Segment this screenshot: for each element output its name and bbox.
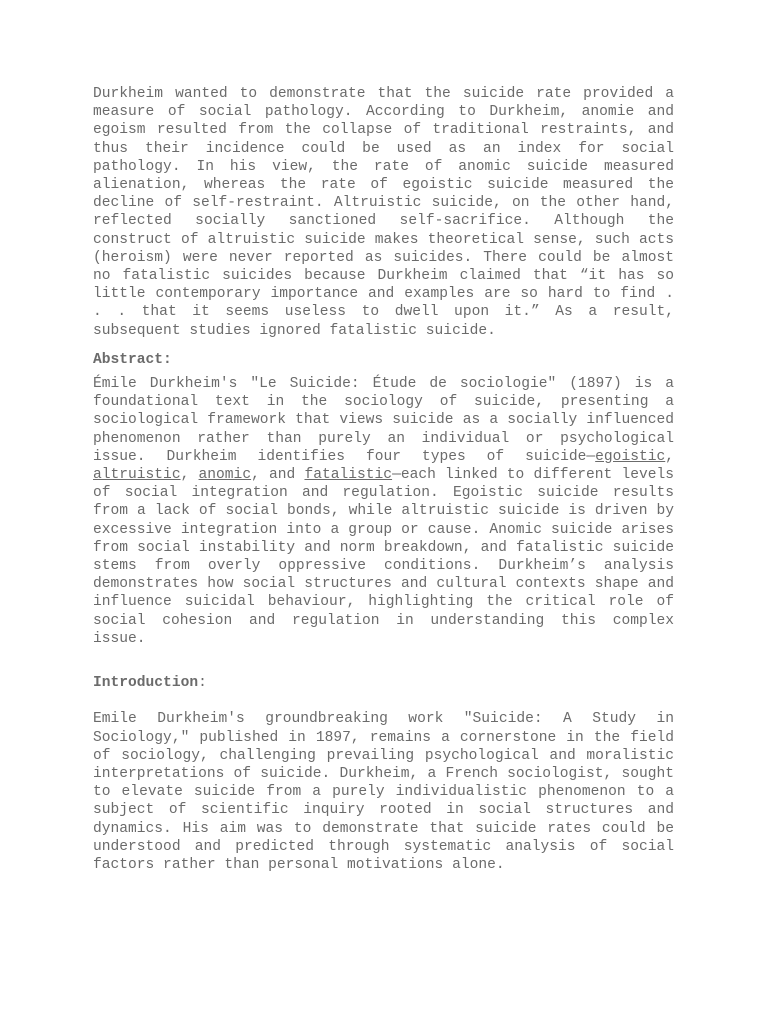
spacer bbox=[93, 340, 674, 351]
abstract-paragraph bbox=[93, 375, 674, 648]
document-page bbox=[93, 85, 674, 874]
separator: , and bbox=[251, 467, 305, 484]
link-egoistic[interactable]: egoistic bbox=[595, 448, 666, 465]
link-altruistic[interactable]: altruistic bbox=[93, 467, 181, 484]
durkheim-pathology-paragraph: Durkheim wanted to demonstrate that the suicide rate provided a measure of social pathology. According to Durkheim, anomie and egoism resulted from the collapse of traditional restraints, and thus their incidence could be used as an index for social pathology. In his view, the rate of anomic suicide measured alienation, whereas the rate of egoistic suicide measured the decline of self-restraint. Altruistic suicide, on the other hand, reflected socially sanctioned self-sacrifice. Although the construct of altruistic suicide makes theoretical sense, such acts (heroism) were never reported as suicides. There could be almost no fatalistic suicides because Durkheim claimed that “it has so little contemporary importance and examples are so hard to find . . . that it seems useless to dwell upon it.” As a result, subsequent studies ignored fatalistic suicide. bbox=[93, 86, 674, 339]
introduction-paragraph: Emile Durkheim's groundbreaking work "Suicide: A Study in Sociology," published in 1897, remains a cornerstone in the field of sociology, challenging prevailing psychological and moralistic interpretations of suicide. Durkheim, a French sociologist, sought to elevate suicide from a purely individualistic phenomenon to a subject of scientific inquiry rooted in social structures and dynamics. His aim was to demonstrate that suicide rates could be understood and predicted through systematic analysis of social factors rather than personal motivations alone. bbox=[93, 711, 674, 873]
separator: , bbox=[180, 467, 199, 484]
separator: , bbox=[665, 448, 674, 465]
spacer bbox=[93, 648, 674, 674]
introduction-heading-colon: : bbox=[198, 675, 207, 692]
abstract-text-start: Émile Durkheim's "Le Suicide: Étude de sociologie" (1897) is a foundational text in the sociology of suicide, presenting a sociological framework that views suicide as a socially influenced phenomenon rather than purely an individual or psychological issue. Durkheim identifies four types of suicide— bbox=[93, 376, 674, 465]
abstract-text-end: —each linked to different levels of social integration and regulation. Egoistic suicide results from a lack of social bonds, while altruistic suicide is driven by excessive integration into a group or cause. Anomic suicide arises from social instability and norm breakdown, and fatalistic suicide stems from overly oppressive conditions. Durkheim’s analysis demonstrates how social structures and cultural contexts shape and influence suicidal behaviour, highlighting the critical role of social cohesion and regulation in understanding this complex issue. bbox=[93, 467, 675, 647]
introduction-heading-text: Introduction bbox=[93, 675, 199, 692]
link-anomic[interactable]: anomic bbox=[198, 467, 252, 484]
link-fatalistic[interactable]: fatalistic bbox=[304, 467, 393, 484]
introduction-heading bbox=[93, 674, 674, 692]
spacer bbox=[93, 692, 674, 710]
abstract-heading: Abstract: bbox=[93, 351, 172, 368]
